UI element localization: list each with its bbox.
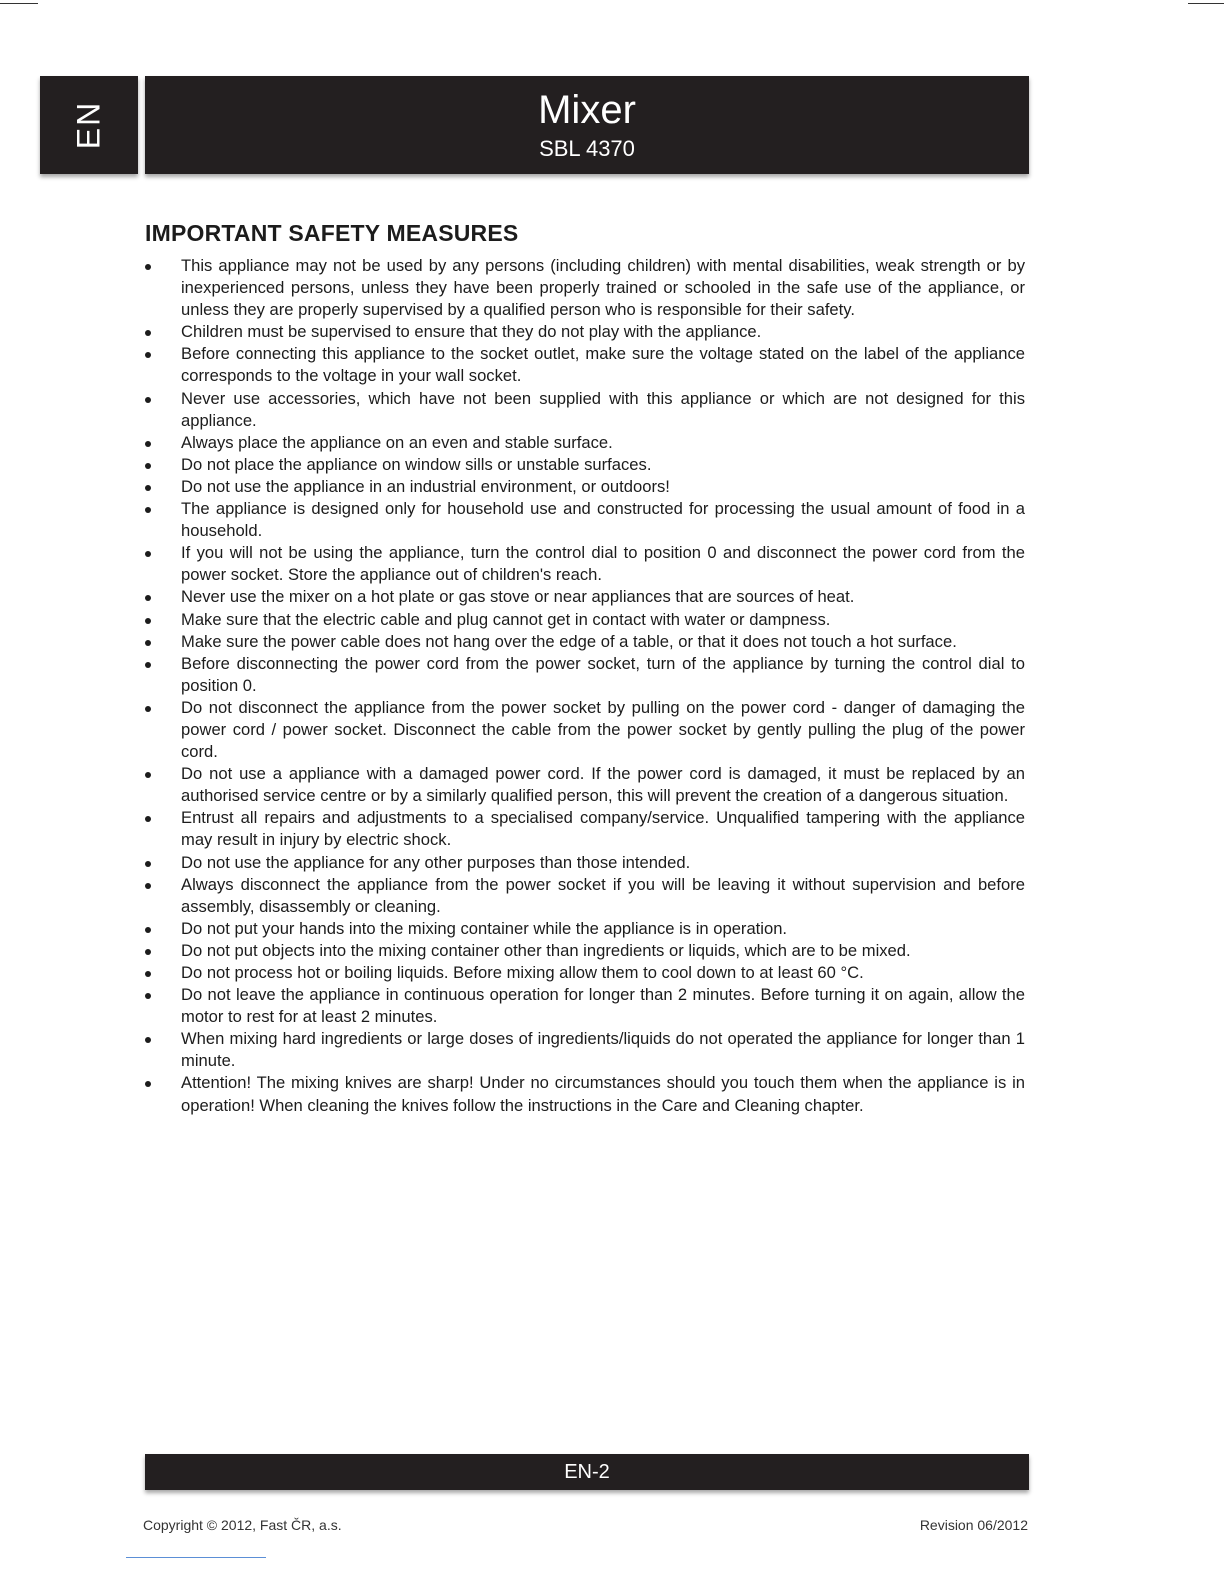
list-item: Do not process hot or boiling liquids. Before mixing allow them to cool down to at least 60 °C. [145,962,1025,984]
section-heading: IMPORTANT SAFETY MEASURES [145,220,519,246]
page-number: EN-2 [564,1461,610,1483]
revision-text: Revision 06/2012 [919,1517,1028,1533]
list-item: Do not use the appliance for any other purposes than those intended. [145,852,1025,874]
safety-measures-list [145,255,1025,1117]
list-item: Do not leave the appliance in continuous operation for longer than 2 minutes. Before turning it on again, allow the motor to rest for at least 2 minutes. [145,984,1025,1028]
page-title: Mixer [538,88,636,132]
model-number: SBL 4370 [539,136,635,161]
language-label: EN [70,100,107,150]
list-item: Before connecting this appliance to the socket outlet, make sure the voltage stated on the label of the appliance corresponds to the voltage in your wall socket. [145,343,1025,387]
list-item: Always disconnect the appliance from the power socket if you will be leaving it without supervision and before assembly, disassembly or cleaning. [145,874,1025,918]
list-item: Make sure the power cable does not hang over the edge of a table, or that it does not touch a hot surface. [145,631,1025,653]
header-bar [145,76,1029,174]
list-item: Do not use a appliance with a damaged power cord. If the power cord is damaged, it must be replaced by an authorised service centre or by a similarly qualified person, this will prevent the creation of a dangerous situation. [145,763,1025,807]
language-tab [40,76,138,174]
list-item: Always place the appliance on an even and stable surface. [145,432,1025,454]
list-item: If you will not be using the appliance, turn the control dial to position 0 and disconnect the power cord from the power socket. Store the appliance out of children's reach. [145,542,1025,586]
list-item: Before disconnecting the power cord from the power socket, turn of the appliance by turning the control dial to position 0. [145,653,1025,697]
copyright-text: Copyright © 2012, Fast ČR, a.s. [143,1517,342,1533]
list-item: Do not put objects into the mixing container other than ingredients or liquids, which are to be mixed. [145,940,1025,962]
list-item: The appliance is designed only for household use and constructed for processing the usual amount of food in a household. [145,498,1025,542]
crop-mark-top-right [1188,3,1224,4]
list-item: This appliance may not be used by any persons (including children) with mental disabilities, weak strength or by inexperienced persons, unless they have been properly trained or schooled in the safe use of the appliance, or unless they are properly supervised by a qualified person who is responsible for their safety. [145,255,1025,321]
list-item: Do not disconnect the appliance from the power socket by pulling on the power cord - danger of damaging the power cord / power socket. Disconnect the cable from the power socket by gently pulling the plug of the power cord. [145,697,1025,763]
list-item: Entrust all repairs and adjustments to a specialised company/service. Unqualified tampering with the appliance may result in injury by electric shock. [145,807,1025,851]
list-item: Do not place the appliance on window sills or unstable surfaces. [145,454,1025,476]
list-item: Do not put your hands into the mixing container while the appliance is in operation. [145,918,1025,940]
list-item: Do not use the appliance in an industrial environment, or outdoors! [145,476,1025,498]
list-item: Children must be supervised to ensure that they do not play with the appliance. [145,321,1025,343]
list-item: Never use accessories, which have not been supplied with this appliance or which are not designed for this appliance. [145,388,1025,432]
crop-mark-top-left [0,3,38,4]
list-item: Never use the mixer on a hot plate or gas stove or near appliances that are sources of heat. [145,586,1025,608]
crop-mark-bottom-left [126,1557,266,1558]
list-item: Make sure that the electric cable and plug cannot get in contact with water or dampness. [145,609,1025,631]
list-item: When mixing hard ingredients or large doses of ingredients/liquids do not operated the appliance for longer than 1 minute. [145,1028,1025,1072]
footer-bar [145,1454,1029,1490]
list-item: Attention! The mixing knives are sharp! Under no circumstances should you touch them when the appliance is in operation! When cleaning the knives follow the instructions in the Care and Cleaning chapter. [145,1072,1025,1116]
